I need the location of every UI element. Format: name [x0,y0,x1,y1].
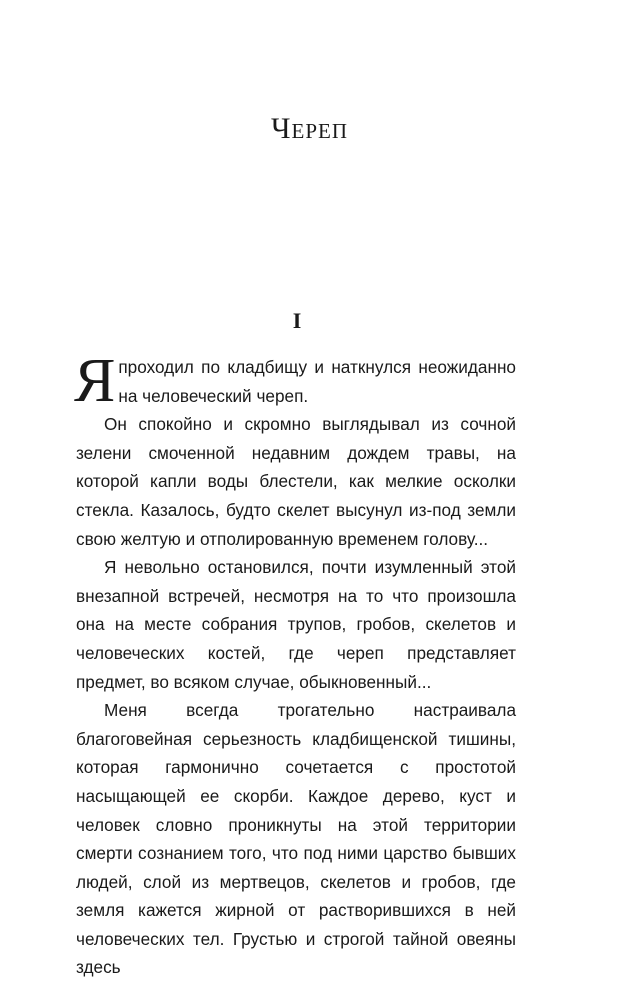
paragraph-1-text: проходил по кладбищу и наткнулся неожиданно на человеческий череп. [118,357,516,406]
paragraph-3: Я невольно остановился, почти изумленный этой внезапной встречей, несмотря на то что произошла она на месте собрания трупов, гробов, скелетов и человеческих костей, где череп представляет предмет, во всяком случае, обыкновенный... [76,557,516,692]
body-text [74,347,516,982]
drop-cap: Я [74,347,116,415]
section-number: I [292,308,302,333]
paragraph-2: Он спокойно и скромно выглядывал из сочной зелени смоченной недавним дождем травы, на которой капли воды блестели, как мелкие осколки стекла. Казалось, будто скелет высунул из-под земли свою желтую и отполированную временем голову... [76,414,516,549]
paragraph-1 [74,347,516,415]
chapter-title: Череп [271,112,348,145]
paragraph-4: Меня всегда трогательно настраивала благоговейная серьезность кладбищенской тишины, которая гармонично сочетается с простотой насыщающей ее скорби. Каждое дерево, куст и человек словно проникнуты на этой территории смерти сознанием того, что под ними царство бывших людей, слой из мертвецов, скелетов и гробов, где земля кажется жирной от растворившихся в ней человеческих тел. Грустью и строгой тайной овеяны здесь [76,700,516,978]
